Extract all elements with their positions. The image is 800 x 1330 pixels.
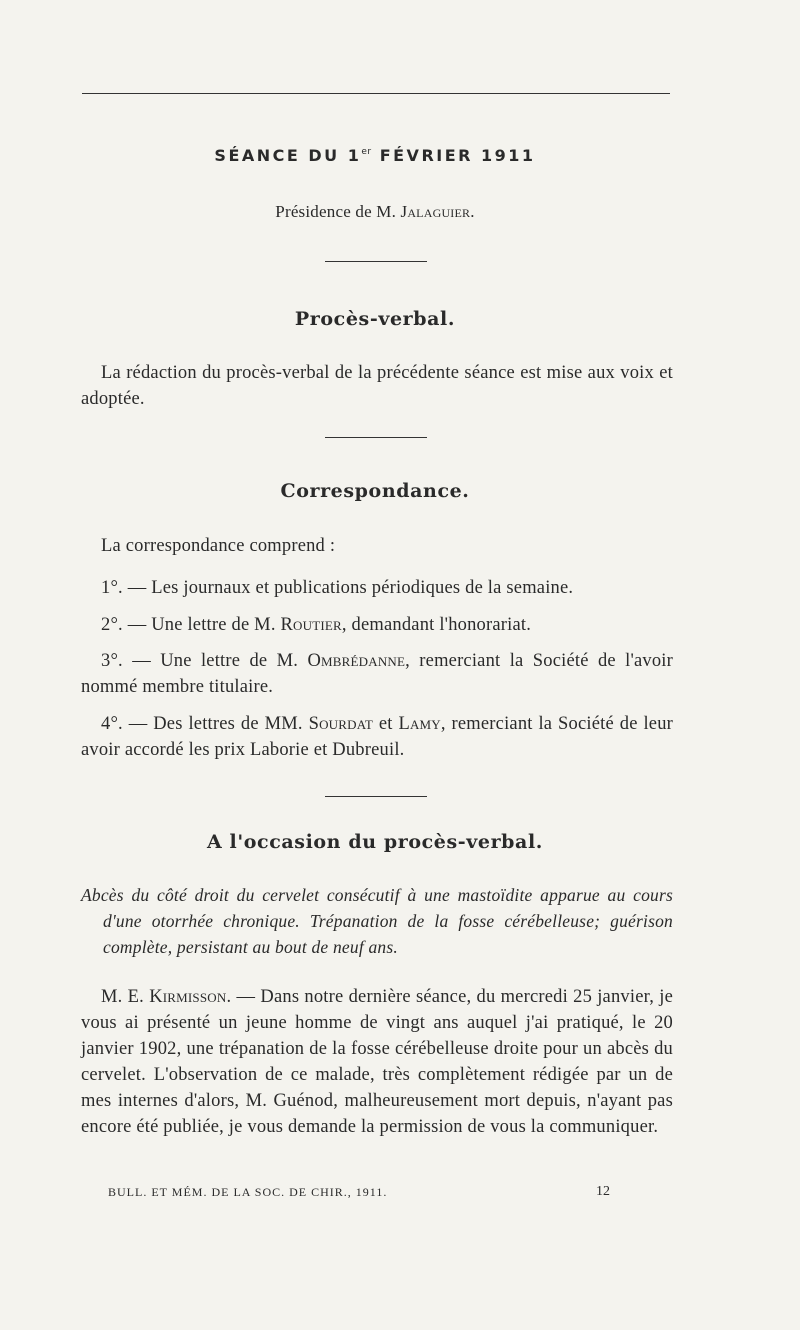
kirmisson-paragraph xyxy=(81,984,673,1140)
section-divider xyxy=(325,261,427,262)
occasion-heading: A l'occasion du procès-verbal. xyxy=(206,831,544,853)
correspondance-item-text: , remerciant la Société de l'avoir nommé membre titulaire. xyxy=(81,651,674,697)
speaker-name: Kirmisson xyxy=(149,987,227,1007)
proces-verbal-heading: Procès-verbal. xyxy=(294,308,456,330)
correspondance-item-text: 4°. — Des lettres de MM. xyxy=(101,714,309,734)
correspondance-item-text: 2°. — Une lettre de M. xyxy=(101,615,281,635)
seance-title xyxy=(0,146,750,165)
top-rule xyxy=(82,93,670,94)
correspondance-item xyxy=(81,612,673,638)
correspondance-item-text: et xyxy=(373,714,399,734)
seance-title-date: FÉVRIER 1911 xyxy=(371,146,536,165)
president-name: Jalaguier xyxy=(400,202,471,221)
seance-title-superscript: er xyxy=(361,147,372,157)
page-number: 12 xyxy=(596,1184,610,1199)
correspondant-name: Routier xyxy=(280,615,342,635)
correspondant-name: Sourdat xyxy=(308,714,373,734)
correspondance-item-text: 1°. — Les journaux et publications périodiques de la semaine. xyxy=(101,578,574,598)
seance-title-main: SÉANCE DU 1 xyxy=(214,146,362,165)
correspondance-item xyxy=(81,648,673,700)
speaker-prefix: M. E. xyxy=(101,987,150,1007)
presidence-prefix: Présidence de M. xyxy=(275,202,401,221)
correspondance-heading: Correspondance. xyxy=(280,480,470,502)
correspondance-item-text: , remerciant la Société de leur avoir accordé les prix Laborie et Dubreuil. xyxy=(81,714,674,760)
speaker-suffix: . xyxy=(226,987,232,1007)
correspondance-item-text: 3°. — Une lettre de M. xyxy=(101,651,308,671)
correspondance-item xyxy=(81,575,673,601)
presidence-line xyxy=(0,202,750,222)
section-divider xyxy=(325,437,427,438)
section-divider xyxy=(325,796,427,797)
correspondance-item-text: , demandant l'honorariat. xyxy=(341,615,532,635)
journal-footer: BULL. ET MÉM. DE LA SOC. DE CHIR., 1911. xyxy=(108,1185,388,1199)
correspondant-name: Lamy xyxy=(398,714,441,734)
observation-title: Abcès du côté droit du cervelet consécutif à une mastoïdite apparue au cours d'une otorrhée chronique. Trépanation de la fosse cérébelleuse; guérison complète, persistant au bout de neuf ans. xyxy=(81,885,673,957)
correspondant-name: Ombrédanne xyxy=(307,651,406,671)
proces-verbal-text: La rédaction du procès-verbal de la précédente séance est mise aux voix et adoptée. xyxy=(81,363,673,409)
correspondance-intro: La correspondance comprend : xyxy=(101,536,336,556)
kirmisson-text: — Dans notre dernière séance, du mercredi 25 janvier, je vous ai présenté un jeune homme de vingt ans auquel j'ai pratiqué, le 20 janvier 1902, une trépanation de la fosse cérébelleuse droite pour un abcès du cervelet. L'observation de ce malade, très complètement rédigée par un de mes internes d'alors, M. Guénod, malheureusement mort depuis, n'ayant pas encore été publiée, je vous demande la permission de vous la communiquer. xyxy=(81,987,674,1137)
presidence-suffix: . xyxy=(470,202,475,221)
correspondance-item xyxy=(81,711,673,763)
